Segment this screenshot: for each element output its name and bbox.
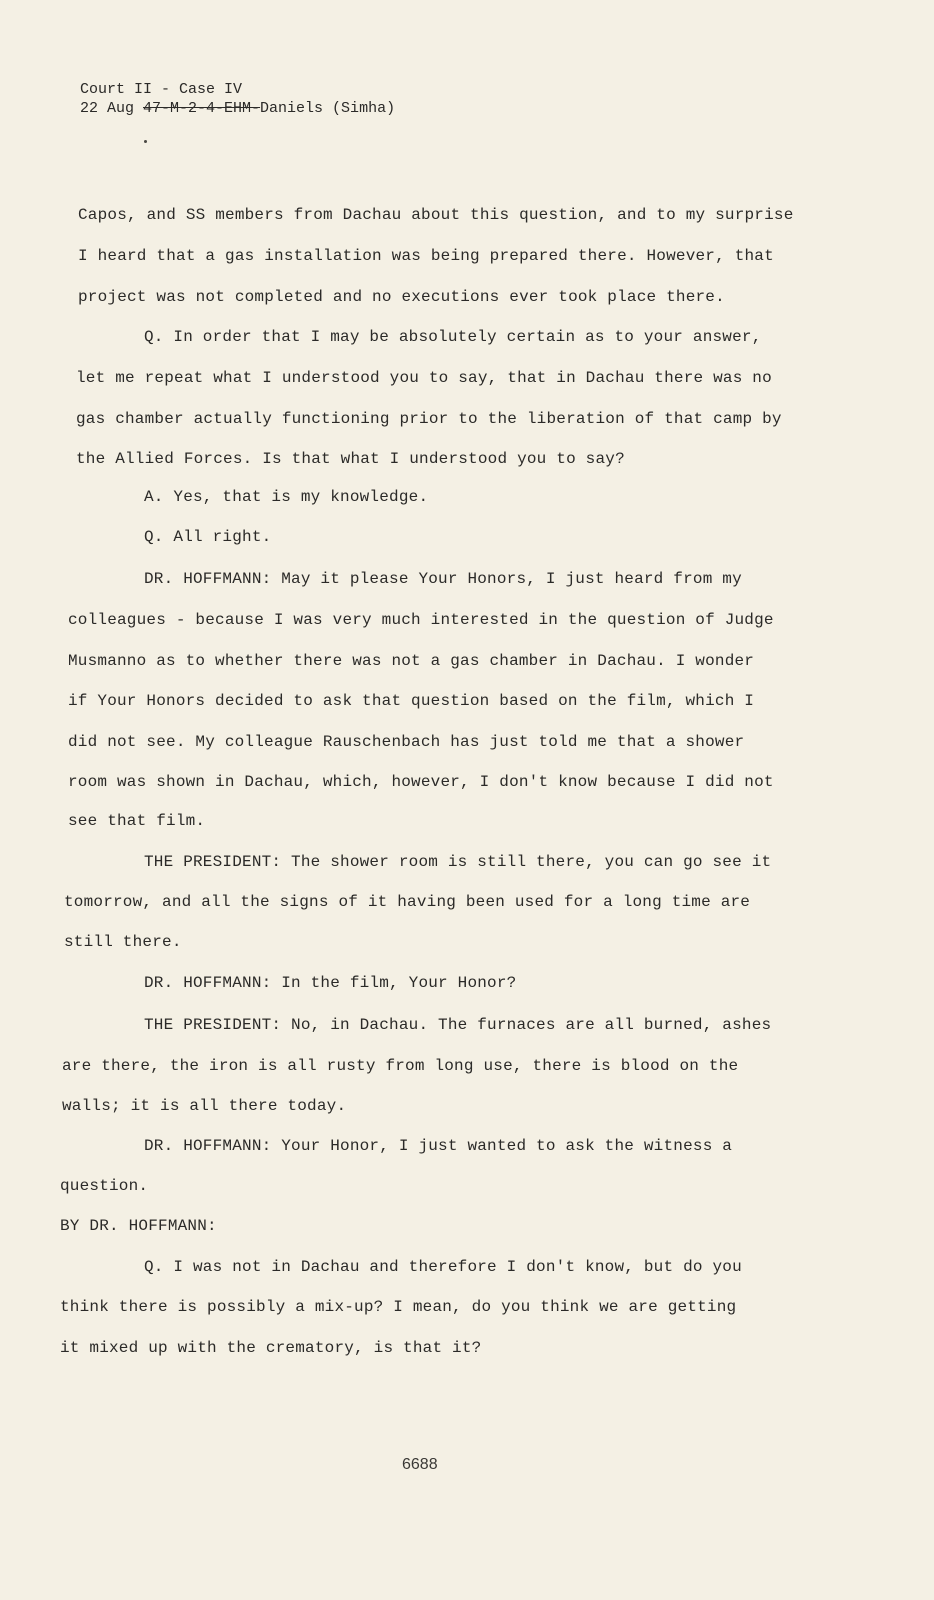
stray-mark (144, 140, 147, 143)
text-line: DR. HOFFMANN: May it please Your Honors, I just heard from my (144, 570, 742, 588)
text-line: room was shown in Dachau, which, however, I don't know because I did not (68, 773, 774, 791)
text-line: question. (60, 1177, 149, 1195)
text-line: colleagues - because I was very much interested in the question of Judge (68, 611, 774, 629)
text-line: THE PRESIDENT: No, in Dachau. The furnaces are all burned, ashes (144, 1016, 772, 1034)
text-line: did not see. My colleague Rauschenbach has just told me that a shower (68, 733, 745, 751)
text-line: DR. HOFFMANN: In the film, Your Honor? (144, 974, 517, 992)
text-line: tomorrow, and all the signs of it having been used for a long time are (64, 893, 751, 911)
text-line: Q. In order that I may be absolutely certain as to your answer, (144, 328, 762, 346)
session-line (80, 99, 395, 118)
text-line: the Allied Forces. Is that what I understood you to say? (76, 450, 625, 468)
case-heading: Court II - Case IV (80, 81, 243, 98)
text-line: Musmanno as to whether there was not a gas chamber in Dachau. I wonder (68, 652, 755, 670)
text-line: Q. I was not in Dachau and therefore I don't know, but do you (144, 1258, 742, 1276)
text-line: BY DR. HOFFMANN: (60, 1217, 217, 1235)
text-line: see that film. (68, 812, 206, 830)
text-line: still there. (64, 933, 182, 951)
text-line: DR. HOFFMANN: Your Honor, I just wanted to ask the witness a (144, 1137, 733, 1155)
text-line: walls; it is all there today. (62, 1097, 347, 1115)
page-number: 6688 (402, 1456, 438, 1473)
session-date: 22 Aug (80, 100, 144, 117)
text-line: A. Yes, that is my knowledge. (144, 488, 429, 506)
struck-code: 47-M-2-4-EHM- (143, 100, 261, 117)
text-line: I heard that a gas installation was being prepared there. However, that (78, 247, 774, 265)
session-names: Daniels (Simha) (260, 100, 396, 117)
document-header (80, 80, 395, 118)
text-line: Capos, and SS members from Dachau about this question, and to my surprise (78, 206, 794, 224)
text-line: it mixed up with the crematory, is that it? (60, 1339, 482, 1357)
text-line: gas chamber actually functioning prior to the liberation of that camp by (76, 410, 782, 428)
text-line: let me repeat what I understood you to say, that in Dachau there was no (76, 369, 772, 387)
text-line: are there, the iron is all rusty from long use, there is blood on the (62, 1057, 739, 1075)
text-line: THE PRESIDENT: The shower room is still there, you can go see it (144, 853, 772, 871)
text-line: Q. All right. (144, 528, 272, 546)
text-line: project was not completed and no executions ever took place there. (78, 288, 725, 306)
text-line: think there is possibly a mix-up? I mean, do you think we are getting (60, 1298, 737, 1316)
text-line: if Your Honors decided to ask that question based on the film, which I (68, 692, 755, 710)
